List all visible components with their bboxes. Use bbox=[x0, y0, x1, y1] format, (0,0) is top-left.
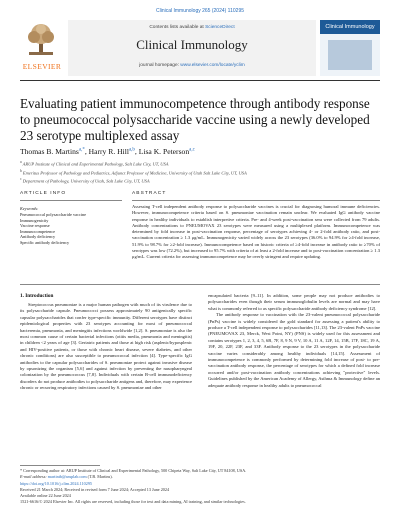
keyword[interactable]: Immunogenicity bbox=[20, 217, 49, 223]
affiliation-mark: a bbox=[20, 160, 22, 164]
paragraph: Streptococcus pneumoniae is a major human pathogen with much of its virulence due to its polysaccharide capsule. Pneumococci possess approximately 90 antigenically specific capsular polysaccharides that confer type-specific immunity. Different serotypes have distinct epidemiological properties with 23 serotypes accounting for most of pneumococcal bacteremia, pneumonia, and meningitis infections worldwide [1,2]. S. pneumoniae is also the most common cause of certain bacterial infections (otitis media, pneumonia and meningitis) in children <2 years of age [3]. Geriatric patients and those at high risk (asplenic/hyposplenic and HIV-positive patients, or those with chronic heart disease, severe diabetes, and other chronic conditions) are also susceptible to pneumococcal infection [4]. Type-specific IgG antibodies to the capsular polysaccharides of S. pneumoniae protect against invasive disease by opsonizing the organism [5,6] and against infection by preventing the nasopharyngeal colonization by the pneumococcus [7,8]. Individuals with certain B-cell immunodeficiency disorders do not produce antibodies to polysaccharide antigens and, therefore, may experience chronic or recurring respiratory infections caused by S. pneumoniae and other bbox=[20, 302, 192, 391]
keyword[interactable]: Specific antibody deficiency bbox=[20, 239, 70, 245]
affiliation bbox=[20, 176, 380, 185]
corresponding-author-note: * Corresponding author at: ARUP Institute of Clinical and Experimental Pathology, 500 Chipeta Way, Salt Lake City, UT 84108, USA. bbox=[20, 468, 247, 473]
email-link[interactable]: martintb@aruplab.com bbox=[47, 473, 87, 479]
affiliation-text: Department of Pathology, University of Utah, Salt Lake City, UT, USA bbox=[22, 178, 150, 184]
author-name[interactable]: Harry R. Hill bbox=[88, 147, 129, 156]
author-marks[interactable]: a,* bbox=[78, 147, 85, 153]
affiliation bbox=[20, 159, 380, 168]
footnotes bbox=[20, 468, 380, 504]
cover-title: Clinical Immunology bbox=[325, 24, 375, 30]
email-prefix: E-mail address: bbox=[20, 473, 48, 479]
affiliations bbox=[20, 159, 380, 185]
elsevier-tree-icon bbox=[26, 22, 56, 56]
doi-link[interactable]: https://doi.org/10.1016/j.clim.2024.110295 bbox=[20, 481, 93, 487]
paragraph: encapsulated bacteria [9–11]. In addition, some people may not produce antibodies to polysaccharides even though their serum immunoglobulin levels are normal and may have what is commonly referred to as specific polysaccharide antibody deficiency syndrome [12]. bbox=[208, 293, 380, 311]
abstract-rule bbox=[132, 200, 380, 201]
keywords-label: Keywords: bbox=[20, 206, 39, 211]
affiliation bbox=[20, 168, 380, 177]
footnote-rule bbox=[20, 465, 100, 466]
contents-prefix: Contents lists available at bbox=[149, 25, 206, 30]
keyword[interactable]: Immunocompetence bbox=[20, 228, 56, 234]
homepage-prefix: journal homepage: bbox=[139, 63, 181, 68]
abstract-heading: ABSTRACT bbox=[132, 191, 167, 196]
body-column-right bbox=[208, 293, 380, 389]
online-date: Available online 22 June 2024 bbox=[20, 492, 71, 498]
email-line bbox=[20, 474, 380, 480]
keyword[interactable]: Pneumococcal polysaccharide vaccine bbox=[20, 212, 87, 217]
affiliation-mark: c bbox=[20, 177, 22, 182]
abstract-bottom-rule bbox=[20, 284, 380, 285]
cover-image bbox=[328, 40, 372, 70]
paragraph: The antibody response to vaccination with the 23-valent pneumococcal polysaccharide (PnPs) vaccine is widely considered the gold standard for assessing a patient's ability to produce a T-cell independent response to polysaccharides [11,13]. The 23-valent PnPs vaccine (PNEUMOVAX 23, Merck, West Point, NY) (PNS) is widely used for this assessment and contains serotypes 1, 2, 3, 4, 5, 6B, 7F, 8, 9 N, 9 V, 10 A, 11 A, 12F, 14, 15B, 17F, 18C, 19 A, 19F, 20, 22F, 23F, and 33F. Antibody response to the 23 serotypes in the polysaccharide vaccine varies considerably among healthy individuals [14,15]. Assessment of immunocompetence is commonly performed by determining fold increase of post- to pre-vaccination antibody response, the percentage of serotypes for which a defined fold increase occurred and/or post-vaccination antibody concentrations achieving "protective" levels. Guidelines published by the American Academy of Allergy, Asthma & Immunology define an adequate antibody response in healthy adults to pneumococcal bbox=[208, 312, 380, 388]
author-marks[interactable]: a,c bbox=[189, 147, 195, 153]
received-dates: Received 21 March 2024; Received in revised form 7 June 2024; Accepted 13 June 2024 bbox=[20, 487, 170, 493]
journal-header-box bbox=[68, 20, 316, 76]
body-column-left bbox=[20, 302, 192, 392]
article-info-heading: ARTICLE INFO bbox=[20, 191, 67, 196]
author-name[interactable]: Thomas B. Martins bbox=[20, 147, 79, 156]
journal-masthead bbox=[20, 20, 380, 76]
masthead-rule bbox=[20, 80, 380, 81]
email-suffix: (T.B. Martins). bbox=[86, 473, 113, 479]
article-info-rule bbox=[20, 200, 122, 201]
article-title: Evaluating patient immunocompetence through antibody response to pneumococcal polysaccharide vaccine using a newly developed 23 serotype multiplexed assay bbox=[20, 96, 370, 143]
homepage-link[interactable]: www.elsevier.com/locate/yclim bbox=[180, 63, 245, 68]
keyword[interactable]: Vaccine response bbox=[20, 223, 50, 229]
journal-cover-thumbnail[interactable] bbox=[320, 20, 380, 76]
author-name[interactable]: Lisa K. Peterson bbox=[138, 147, 190, 156]
copyright-line: 1521-6616/© 2024 Elsevier Inc. All rights are reserved, including those for text and data mining, AI training, and similar technologies. bbox=[20, 498, 246, 504]
abstract-text: Assessing T-cell independent antibody response to polysaccharide vaccines is crucial for diagnosing humoral immune deficiencies. However, immunocompetence criteria based on S. pneumoniae vaccination remain unclear. We evaluated IgG antibody vaccine response in healthy individuals to establish interpretive criteria. Pre- and 4-week post-vaccination sera were collected from 79 adults. Antibody concentrations to PNEUMOVAX 23 serotypes were measured using a multiplexed platform. Immunocompetence was determined by fold increase in post-vaccination response, percentage of serotypes achieving 4- or 2-fold antibody ratio, and post-vaccination concentration ≥ 1.3 μg/mL. Immunogenicity varied widely across the 23 serotypes (36.0% to 94.9% for ≥4-fold increase, 51.9% to 98.7% for ≥2-fold increase). Immunocompetence based on historic criteria of ≥4-fold increase in antibody ratio to ≥70% of serotypes was low (72.2%), but increased to 95.7% with criteria of at least a 2-fold increase and to post-vaccination concentration ≥ 1.3 μg/mL. Current criteria for assessing immunocompetence may be overly stringent and require updating. bbox=[132, 204, 380, 260]
keywords-list bbox=[20, 212, 118, 246]
author-list: Thomas B. Martins$^{a,*}$, Harry R. Hill$^{a,b}$, Lisa K. Peterson$^{a,c}$ bbox=[20, 147, 195, 156]
affiliation-mark: b bbox=[20, 168, 22, 173]
publisher-name: ELSEVIER bbox=[22, 62, 62, 71]
contents-line bbox=[68, 25, 316, 30]
introduction-heading: 1. Introduction bbox=[20, 293, 54, 299]
affiliation-text: Emeritus Professor of Pathology and Pediatrics, Adjunct Professor of Medicine, University of Utah Salt Lake City, UT, USA bbox=[22, 170, 247, 176]
elsevier-logo[interactable] bbox=[20, 20, 64, 74]
affiliation-text: ARUP Institute of Clinical and Experimental Pathology, Salt Lake City, UT, USA bbox=[22, 161, 169, 167]
homepage-line bbox=[68, 63, 316, 68]
keyword[interactable]: Antibody deficiency bbox=[20, 234, 56, 240]
author-marks[interactable]: a,b bbox=[128, 147, 135, 153]
running-head[interactable]: Clinical Immunology 265 (2024) 110295 bbox=[155, 8, 244, 14]
journal-title[interactable]: Clinical Immunology bbox=[136, 37, 248, 52]
sciencedirect-link[interactable]: ScienceDirect bbox=[205, 25, 235, 30]
